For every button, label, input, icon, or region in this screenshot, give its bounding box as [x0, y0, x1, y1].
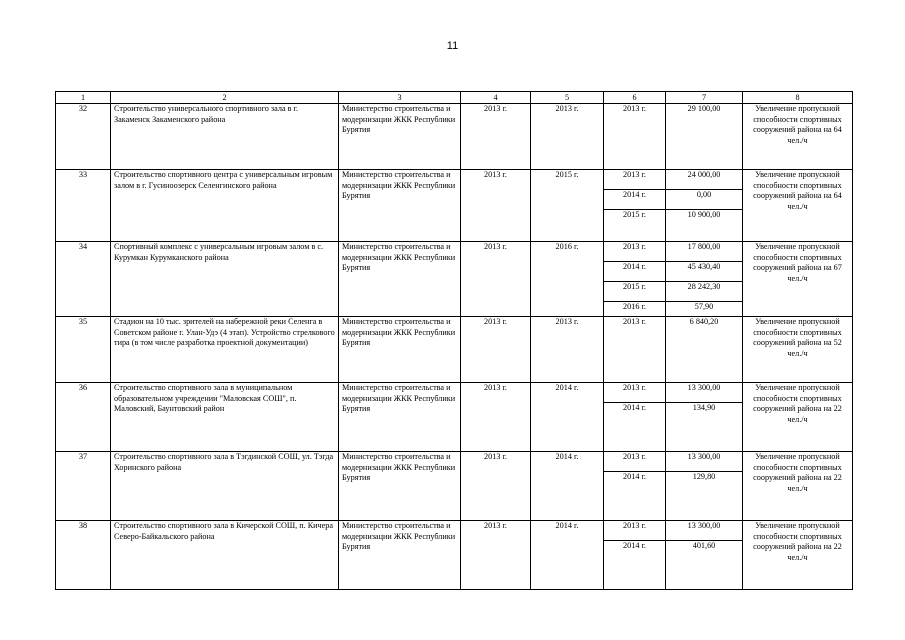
responsible-ministry: Министерство строительства и модернизации ЖКК Республики Бурятия	[339, 242, 461, 317]
funding-amount: 13 300,00	[666, 383, 743, 403]
funding-amount: 134,90	[666, 403, 743, 452]
start-year: 2013 г.	[461, 104, 531, 170]
funding-year: 2013 г.	[604, 242, 666, 262]
funding-year: 2013 г.	[604, 170, 666, 190]
header-col-5: 5	[531, 92, 604, 104]
table-body	[56, 104, 853, 590]
funding-amount: 29 100,00	[666, 104, 743, 170]
funding-amount: 6 840,20	[666, 317, 743, 383]
program-table	[55, 91, 853, 590]
funding-amount: 0,00	[666, 190, 743, 210]
funding-year: 2014 г.	[604, 403, 666, 452]
header-col-6: 6	[604, 92, 666, 104]
start-year: 2013 г.	[461, 383, 531, 452]
funding-year: 2013 г.	[604, 521, 666, 541]
table-row	[56, 104, 853, 170]
row-number: 37	[56, 452, 111, 521]
expected-result: Увеличение пропускной способности спортивных сооружений района на 52 чел./ч	[743, 317, 853, 383]
funding-year: 2013 г.	[604, 383, 666, 403]
row-number: 38	[56, 521, 111, 590]
funding-amount: 57,90	[666, 302, 743, 317]
header-col-8: 8	[743, 92, 853, 104]
project-name: Строительство универсального спортивного зала в г. Закаменск Закаменского района	[111, 104, 339, 170]
funding-amount: 45 430,40	[666, 262, 743, 282]
table-row	[56, 383, 853, 403]
row-number: 36	[56, 383, 111, 452]
funding-amount: 17 800,00	[666, 242, 743, 262]
funding-year: 2014 г.	[604, 190, 666, 210]
table-row	[56, 242, 853, 262]
row-number: 32	[56, 104, 111, 170]
expected-result: Увеличение пропускной способности спортивных сооружений района на 64 чел./ч	[743, 170, 853, 242]
funding-amount: 13 300,00	[666, 452, 743, 472]
funding-year: 2015 г.	[604, 282, 666, 302]
table-row	[56, 521, 853, 541]
project-name: Строительство спортивного центра с универсальным игровым залом в г. Гусиноозерск Селенгинского района	[111, 170, 339, 242]
project-name: Спортивный комплекс с универсальным игровым залом в с. Курумкан Курумканского района	[111, 242, 339, 317]
start-year: 2013 г.	[461, 452, 531, 521]
start-year: 2013 г.	[461, 170, 531, 242]
page-number: 11	[446, 40, 459, 52]
row-number: 35	[56, 317, 111, 383]
funding-year: 2014 г.	[604, 541, 666, 590]
project-name: Стадион на 10 тыс. зрителей на набережной реки Селенга в Советском районе г. Улан-Удэ (4 этап). Устройство стрелкового тира (в том числе разработка проектной документации)	[111, 317, 339, 383]
end-year: 2014 г.	[531, 452, 604, 521]
start-year: 2013 г.	[461, 521, 531, 590]
start-year: 2013 г.	[461, 317, 531, 383]
expected-result: Увеличение пропускной способности спортивных сооружений района на 22 чел./ч	[743, 383, 853, 452]
funding-year: 2016 г.	[604, 302, 666, 317]
funding-amount: 13 300,00	[666, 521, 743, 541]
responsible-ministry: Министерство строительства и модернизации ЖКК Республики Бурятия	[339, 170, 461, 242]
expected-result: Увеличение пропускной способности спортивных сооружений района на 22 чел./ч	[743, 521, 853, 590]
responsible-ministry: Министерство строительства и модернизации ЖКК Республики Бурятия	[339, 383, 461, 452]
end-year: 2014 г.	[531, 521, 604, 590]
funding-amount: 10 900,00	[666, 210, 743, 242]
header-col-3: 3	[339, 92, 461, 104]
expected-result: Увеличение пропускной способности спортивных сооружений района на 22 чел./ч	[743, 452, 853, 521]
end-year: 2013 г.	[531, 104, 604, 170]
table-row	[56, 170, 853, 190]
table-row	[56, 317, 853, 383]
responsible-ministry: Министерство строительства и модернизации ЖКК Республики Бурятия	[339, 521, 461, 590]
funding-year: 2013 г.	[604, 104, 666, 170]
funding-year: 2013 г.	[604, 452, 666, 472]
funding-year: 2014 г.	[604, 262, 666, 282]
header-col-2: 2	[111, 92, 339, 104]
funding-year: 2013 г.	[604, 317, 666, 383]
responsible-ministry: Министерство строительства и модернизации ЖКК Республики Бурятия	[339, 317, 461, 383]
funding-year: 2014 г.	[604, 472, 666, 521]
funding-year: 2015 г.	[604, 210, 666, 242]
end-year: 2014 г.	[531, 383, 604, 452]
header-col-4: 4	[461, 92, 531, 104]
funding-amount: 129,80	[666, 472, 743, 521]
header-row	[56, 92, 853, 104]
responsible-ministry: Министерство строительства и модернизации ЖКК Республики Бурятия	[339, 452, 461, 521]
funding-amount: 24 000,00	[666, 170, 743, 190]
header-col-7: 7	[666, 92, 743, 104]
row-number: 34	[56, 242, 111, 317]
project-name: Строительство спортивного зала в Тэгдинской СОШ, ул. Тэгда Хоринского района	[111, 452, 339, 521]
expected-result: Увеличение пропускной способности спортивных сооружений района на 67 чел./ч	[743, 242, 853, 317]
start-year: 2013 г.	[461, 242, 531, 317]
project-name: Строительство спортивного зала в Кичерской СОШ, п. Кичера Северо-Байкальского района	[111, 521, 339, 590]
funding-amount: 401,60	[666, 541, 743, 590]
end-year: 2016 г.	[531, 242, 604, 317]
table-row	[56, 452, 853, 472]
expected-result: Увеличение пропускной способности спортивных сооружений района на 64 чел./ч	[743, 104, 853, 170]
end-year: 2013 г.	[531, 317, 604, 383]
header-col-1: 1	[56, 92, 111, 104]
responsible-ministry: Министерство строительства и модернизации ЖКК Республики Бурятия	[339, 104, 461, 170]
project-name: Строительство спортивного зала в муниципальном образовательном учреждении "Маловская СОШ", п. Маловский, Баунтовский район	[111, 383, 339, 452]
funding-amount: 28 242,30	[666, 282, 743, 302]
row-number: 33	[56, 170, 111, 242]
end-year: 2015 г.	[531, 170, 604, 242]
